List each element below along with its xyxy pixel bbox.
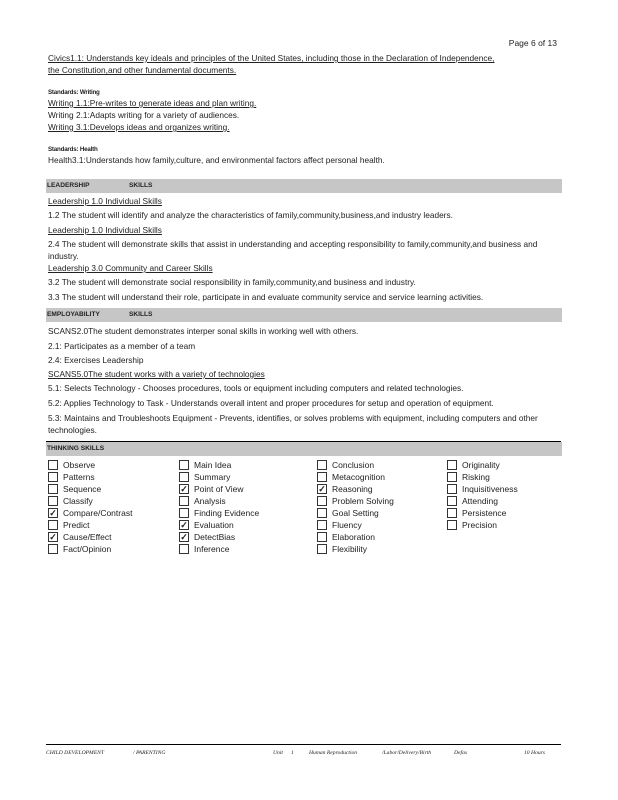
checkbox-checked[interactable]: ✓ [49,532,57,542]
checkbox-unchecked[interactable] [179,472,189,482]
thinking-skill-item[interactable] [317,459,394,471]
thinking-skill-item[interactable] [447,459,518,471]
checkbox-unchecked[interactable] [48,544,58,554]
writing-standards-label: Standards: Writing [48,89,100,96]
thinking-skill-item[interactable] [447,483,518,495]
footer-unit-title: Human Reproduction [309,750,358,756]
checkbox-unchecked[interactable] [447,496,457,506]
writing-standard-2: Writing 2.1:Adapts writing for a variety of audiences. [48,110,240,120]
footer-hours: 10 Hours [524,750,545,756]
thinking-skill-item[interactable] [48,495,132,507]
thinking-skill-label: Elaboration [332,532,376,542]
thinking-column-4 [447,459,518,531]
leadership-skills-bar [46,179,562,193]
health-standard: Health3.1:Understands how family,culture, and environmental factors affect personal health. [48,155,385,165]
thinking-skill-label: Inquisitiveness [462,484,518,494]
thinking-skill-item[interactable] [317,519,394,531]
thinking-skill-item[interactable] [48,519,132,531]
page-footer [46,744,561,756]
checkbox-unchecked[interactable] [48,460,58,470]
thinking-skill-item[interactable] [48,459,132,471]
footer-topic: /Labor/Delivery/Birth [382,750,432,756]
thinking-skill-item[interactable] [179,543,259,555]
document-body [48,52,560,555]
checkbox-unchecked[interactable] [447,460,457,470]
thinking-skill-label: Problem Solving [332,496,394,506]
scans-5-3: 5.3: Maintains and Troubleshoots Equipment - Prevents, identifies, or solves problems with equipment, including computers and other technologies. [48,413,538,435]
thinking-skill-label: Evaluation [194,520,234,530]
thinking-skill-label: Persistence [462,508,507,518]
checkbox-unchecked[interactable] [179,544,189,554]
thinking-skill-item[interactable] [48,483,132,495]
thinking-skill-item[interactable] [447,471,518,483]
scans-2-4: 2.4: Exercises Leadership [48,355,144,365]
leadership-text-1: 1.2 The student will identify and analyze the characteristics of family,community,business,and industry leaders. [48,210,453,220]
thinking-skill-label: Flexibility [332,544,367,554]
thinking-skills-bar [46,442,562,456]
thinking-skill-item[interactable] [48,507,132,519]
thinking-skill-item[interactable] [179,483,259,495]
thinking-skill-label: Compare/Contrast [63,508,133,518]
footer-course-suffix: / PARENTING [133,750,166,756]
thinking-skill-item[interactable] [179,495,259,507]
thinking-skill-item[interactable] [317,483,394,495]
thinking-skill-label: Main Idea [194,460,232,470]
thinking-column-1 [48,459,132,555]
thinking-skill-item[interactable] [317,507,394,519]
thinking-skill-label: Originality [462,460,500,470]
thinking-skill-item[interactable] [48,543,132,555]
thinking-skill-item[interactable] [179,459,259,471]
thinking-skill-label: Goal Setting [332,508,379,518]
leadership-bar-skills: SKILLS [129,182,153,189]
thinking-skill-item[interactable] [317,531,394,543]
scans-5-2: 5.2: Applies Technology to Task - Understands overall intent and proper procedures for setup and operation of equipment. [48,398,494,408]
checkbox-checked[interactable]: ✓ [318,484,326,494]
civics-standard-line2: the Constitution,and other fundamental documents. [48,65,237,75]
thinking-skill-label: Fact/Opinion [63,544,112,554]
footer-unit-number: 1 [291,750,294,756]
thinking-skill-item[interactable] [179,531,259,543]
thinking-skill-label: Conclusion [332,460,375,470]
checkbox-unchecked[interactable] [179,496,189,506]
thinking-skill-label: Analysis [194,496,226,506]
thinking-skill-item[interactable] [179,507,259,519]
thinking-skill-item[interactable] [447,495,518,507]
thinking-skill-item[interactable] [48,471,132,483]
employability-bar-skills: SKILLS [129,311,153,318]
thinking-skill-label: Patterns [63,472,95,482]
checkbox-unchecked[interactable] [317,508,327,518]
checkbox-checked[interactable]: ✓ [180,532,188,542]
scans-5-heading: SCANS5.0The student works with a variety of technologies [48,369,265,379]
thinking-skill-label: Attending [462,496,498,506]
checkbox-unchecked[interactable] [447,508,457,518]
checkbox-unchecked[interactable] [317,544,327,554]
thinking-skill-label: Classify [63,496,93,506]
thinking-skill-item[interactable] [179,471,259,483]
checkbox-unchecked[interactable] [447,484,457,494]
footer-unit-label: Unit [273,750,283,756]
checkbox-checked[interactable]: ✓ [49,508,57,518]
thinking-column-2 [179,459,259,555]
civics-standard-line1: Civics1.1: Understands key ideals and principles of the United States, including those in the Declaration of Independence, [48,53,495,63]
thinking-skill-item[interactable] [317,471,394,483]
thinking-skill-label: Inference [194,544,230,554]
thinking-skill-item[interactable] [447,519,518,531]
thinking-skill-label: Metacognition [332,472,385,482]
checkbox-unchecked[interactable] [447,520,457,530]
thinking-skill-label: Risking [462,472,490,482]
thinking-skill-item[interactable] [447,507,518,519]
checkbox-unchecked[interactable] [48,472,58,482]
thinking-skill-item[interactable] [317,543,394,555]
leadership-heading-3: Leadership 3.0 Community and Career Skills [48,263,213,273]
thinking-skill-label: Finding Evidence [194,508,260,518]
scans-5-1: 5.1: Selects Technology - Chooses procedures, tools or equipment including computers and related technologies. [48,383,464,393]
thinking-column-3 [317,459,394,555]
checkbox-checked[interactable]: ✓ [180,520,188,530]
page-number: Page 6 of 13 [508,38,557,48]
checkbox-checked[interactable]: ✓ [180,484,188,494]
thinking-skill-label: Observe [63,460,96,470]
checkbox-unchecked[interactable] [179,508,189,518]
checkbox-unchecked[interactable] [179,460,189,470]
leadership-heading-1: Leadership 1.0 Individual Skills [48,196,162,206]
checkbox-unchecked[interactable] [317,460,327,470]
scans-2-1: 2.1: Participates as a member of a team [48,341,196,351]
thinking-skill-item[interactable] [317,495,394,507]
thinking-skill-label: Cause/Effect [63,532,112,542]
leadership-heading-2: Leadership 1.0 Individual Skills [48,225,162,235]
scans-2-heading: SCANS2.0The student demonstrates interper sonal skills in working well with others. [48,326,359,336]
thinking-skill-label: Precision [462,520,497,530]
thinking-skill-item[interactable] [179,519,259,531]
thinking-skill-label: Sequence [63,484,102,494]
checkbox-unchecked[interactable] [317,496,327,506]
footer-extra: Defas [454,750,468,756]
leadership-bar-title: LEADERSHIP [47,182,90,189]
checkbox-unchecked[interactable] [447,472,457,482]
thinking-skill-item[interactable] [48,531,132,543]
thinking-bar-title: THINKING SKILLS [47,445,105,452]
thinking-skill-label: DetectBias [194,532,236,542]
thinking-skill-label: Reasoning [332,484,373,494]
thinking-skill-label: Summary [194,472,231,482]
thinking-skills-grid [48,459,560,555]
leadership-text-4: 3.3 The student will understand their role, participate in and evaluate community service and service learning activities. [48,292,484,302]
checkbox-unchecked[interactable] [317,472,327,482]
writing-standard-3: Writing 3.1:Develops ideas and organizes writing. [48,122,230,132]
thinking-skill-label: Fluency [332,520,362,530]
checkbox-unchecked[interactable] [317,532,327,542]
thinking-skill-label: Point of View [194,484,244,494]
checkbox-unchecked[interactable] [48,484,58,494]
leadership-text-2: 2.4 The student will demonstrate skills that assist in understanding and accepting responsibility to family,community,and business and industry. [48,239,538,261]
checkbox-unchecked[interactable] [48,496,58,506]
checkbox-unchecked[interactable] [48,520,58,530]
thinking-skill-label: Predict [63,520,90,530]
footer-course: CHILD DEVELOPMENT [46,750,104,756]
leadership-text-3: 3.2 The student will demonstrate social responsibility in family,community,and business and industry. [48,277,416,287]
writing-standard-1: Writing 1.1:Pre-writes to generate ideas and plan writing. [48,98,257,108]
checkbox-unchecked[interactable] [317,520,327,530]
employability-skills-bar [46,308,562,322]
health-standards-label: Standards: Health [48,146,98,153]
employability-bar-title: EMPLOYABILITY [47,311,100,318]
